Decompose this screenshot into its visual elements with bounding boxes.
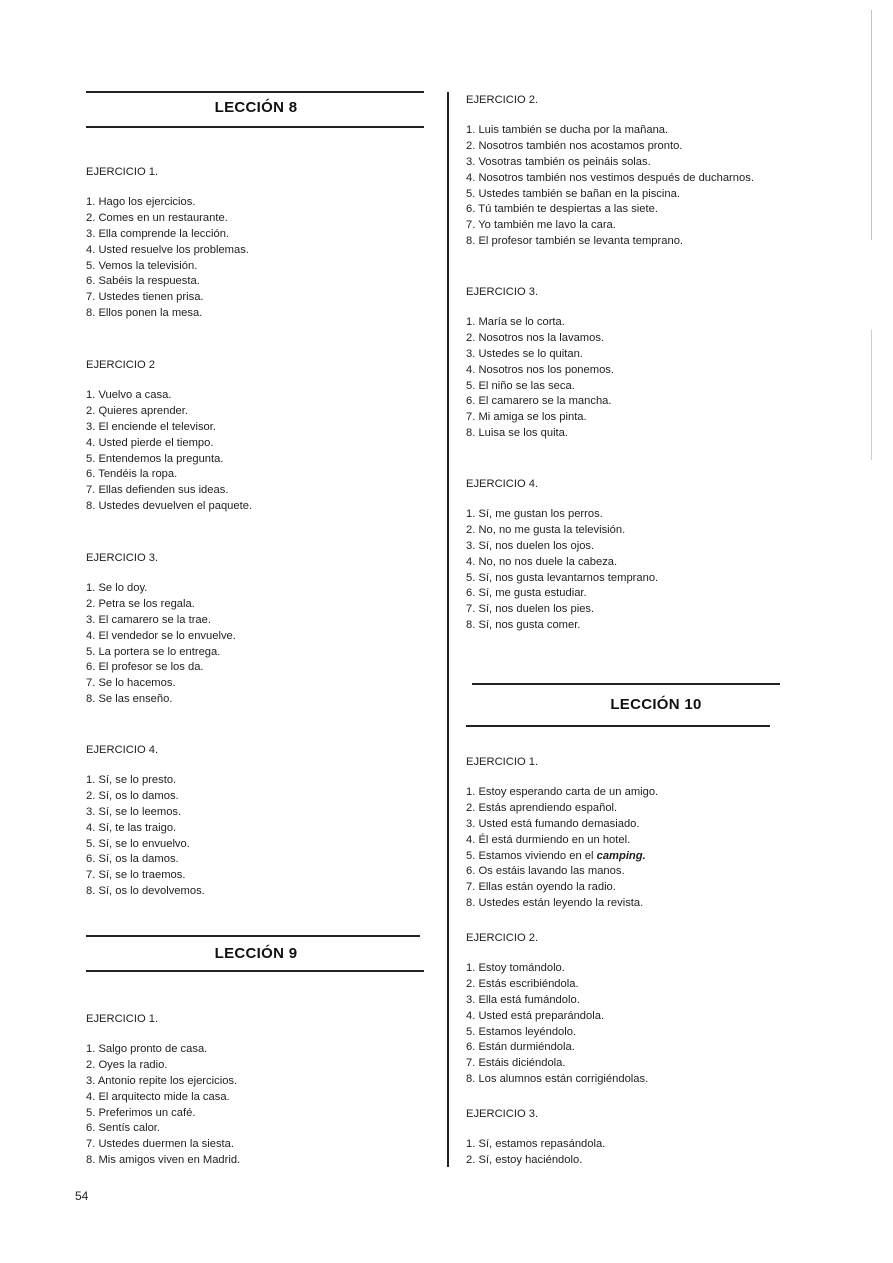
answer-text: 5. Estamos viviendo en el bbox=[466, 849, 597, 862]
answer-item: 1. Luis también se ducha por la mañana. bbox=[466, 123, 669, 136]
exercise-10-2 bbox=[466, 931, 648, 1088]
answer-item: 1. Estoy esperando carta de un amigo. bbox=[466, 785, 659, 798]
answer-item: 3. Antonio repite los ejercicios. bbox=[86, 1074, 238, 1087]
answer-item: 8. Mis amigos viven en Madrid. bbox=[86, 1154, 241, 1167]
answer-item: 8. Ustedes están leyendo la revista. bbox=[466, 897, 644, 910]
answer-item: 7. Sí, se lo traemos. bbox=[86, 869, 186, 882]
answer-item: 5. Sí, nos gusta levantarnos temprano. bbox=[466, 571, 659, 584]
answer-item: 7. Yo también me lavo la cara. bbox=[466, 219, 616, 232]
answer-item: 7. Ustedes tienen prisa. bbox=[86, 291, 204, 304]
exercise-heading: EJERCICIO 1. bbox=[466, 756, 539, 768]
answer-item: 7. Estáis diciéndola. bbox=[466, 1057, 566, 1070]
answer-item: 7. Sí, nos duelen los pies. bbox=[466, 603, 595, 616]
column-divider bbox=[447, 92, 449, 1167]
answer-item: 4. No, no nos duele la cabeza. bbox=[466, 555, 618, 568]
exercise-heading: EJERCICIO 4. bbox=[86, 744, 159, 756]
answer-list bbox=[86, 773, 205, 900]
answer-item: 1. Salgo pronto de casa. bbox=[86, 1042, 208, 1055]
answer-item: 8. Luisa se los quita. bbox=[466, 427, 568, 440]
answer-item: 4. Usted pierde el tiempo. bbox=[86, 436, 214, 449]
answer-list bbox=[86, 1042, 240, 1169]
page-number: 54 bbox=[75, 1189, 89, 1203]
answer-item: 6. Tendéis la ropa. bbox=[86, 468, 178, 481]
answer-item: 1. Estoy tomándolo. bbox=[466, 961, 565, 974]
exercise-8-3 bbox=[86, 551, 236, 708]
answer-item: 2. Petra se los regala. bbox=[86, 597, 195, 610]
exercise-8-2 bbox=[86, 358, 252, 515]
answer-item: 2. Quieres aprender. bbox=[86, 404, 188, 417]
answer-item bbox=[466, 849, 658, 865]
exercise-heading: EJERCICIO 1. bbox=[86, 166, 159, 178]
answer-item: 1. Sí, se lo presto. bbox=[86, 773, 177, 786]
answer-item: 4. El vendedor se lo envuelve. bbox=[86, 629, 236, 642]
answer-item: 7. Ustedes duermen la siesta. bbox=[86, 1138, 234, 1151]
answer-item: 5. Preferimos un café. bbox=[86, 1106, 196, 1119]
answer-item: 6. El camarero se la mancha. bbox=[466, 395, 612, 408]
answer-item: 3. El enciende el televisor. bbox=[86, 420, 216, 433]
answer-item: 4. Nosotros nos los ponemos. bbox=[466, 363, 614, 376]
exercise-9-1 bbox=[86, 1012, 240, 1169]
answer-item: 2. Estás aprendiendo español. bbox=[466, 801, 618, 814]
exercise-8-1 bbox=[86, 165, 249, 322]
answer-item: 1. Sí, estamos repasándola. bbox=[466, 1137, 606, 1150]
exercise-heading: EJERCICIO 2. bbox=[466, 932, 539, 944]
exercise-9-3 bbox=[466, 285, 614, 442]
answer-item: 3. Ustedes se lo quitan. bbox=[466, 347, 583, 360]
answer-list bbox=[466, 961, 648, 1088]
answer-item: 3. Ella comprende la lección. bbox=[86, 227, 230, 240]
answer-item: 2. Estás escribiéndola. bbox=[466, 977, 579, 990]
answer-item: 1. Se lo doy. bbox=[86, 581, 148, 594]
answer-item: 4. Usted resuelve los problemas. bbox=[86, 243, 249, 256]
exercise-9-4 bbox=[466, 477, 658, 634]
rule-bottom bbox=[86, 126, 424, 128]
answer-item: 7. Ellas defienden sus ideas. bbox=[86, 484, 229, 497]
answer-item: 5. Sí, se lo envuelvo. bbox=[86, 837, 190, 850]
answer-item: 8. Ellos ponen la mesa. bbox=[86, 307, 203, 320]
answer-item: 5. El niño se las seca. bbox=[466, 379, 575, 392]
scan-edge-mark bbox=[871, 330, 872, 460]
exercise-9-2 bbox=[466, 93, 754, 250]
answer-item: 1. Hago los ejercicios. bbox=[86, 195, 196, 208]
answer-item: 3. Usted está fumando demasiado. bbox=[466, 817, 640, 830]
answer-item: 2. Sí, os lo damos. bbox=[86, 789, 179, 802]
exercise-heading: EJERCICIO 2 bbox=[86, 359, 156, 371]
exercise-heading: EJERCICIO 2. bbox=[466, 94, 539, 106]
emphasized-word: camping. bbox=[596, 849, 646, 862]
answer-item: 8. El profesor también se levanta temprano. bbox=[466, 235, 684, 248]
exercise-heading: EJERCICIO 3. bbox=[86, 552, 159, 564]
exercise-10-3 bbox=[466, 1107, 605, 1169]
rule-bottom bbox=[86, 970, 424, 972]
exercise-heading: EJERCICIO 3. bbox=[466, 1108, 539, 1120]
answer-item: 7. Ellas están oyendo la radio. bbox=[466, 881, 616, 894]
answer-item: 6. Sí, me gusta estudiar. bbox=[466, 587, 587, 600]
answer-item: 6. El profesor se los da. bbox=[86, 661, 204, 674]
answer-item: 2. No, no me gusta la televisión. bbox=[466, 523, 626, 536]
exercise-10-1 bbox=[466, 755, 658, 912]
answer-item: 4. Él está durmiendo en un hotel. bbox=[466, 833, 631, 846]
answer-item: 6. Tú también te despiertas a las siete. bbox=[466, 203, 658, 216]
answer-item: 4. Nosotros también nos vestimos después de ducharnos. bbox=[466, 171, 754, 184]
answer-item: 5. Entendemos la pregunta. bbox=[86, 452, 224, 465]
exercise-heading: EJERCICIO 1. bbox=[86, 1013, 159, 1025]
answer-item: 4. Usted está preparándola. bbox=[466, 1009, 605, 1022]
answer-item: 5. La portera se lo entrega. bbox=[86, 645, 221, 658]
answer-list bbox=[86, 195, 249, 322]
answer-item: 1. María se lo corta. bbox=[466, 315, 565, 328]
lesson-title: LECCIÓN 8 bbox=[214, 99, 298, 116]
answer-item: 8. Los alumnos están corrigiéndolas. bbox=[466, 1073, 649, 1086]
answer-item: 4. Sí, te las traigo. bbox=[86, 821, 177, 834]
answer-item: 1. Vuelvo a casa. bbox=[86, 388, 172, 401]
answer-item: 2. Comes en un restaurante. bbox=[86, 211, 228, 224]
answer-item: 2. Oyes la radio. bbox=[86, 1058, 168, 1071]
answer-item: 5. Ustedes también se bañan en la piscina. bbox=[466, 187, 680, 200]
rule-top bbox=[86, 91, 424, 93]
answer-item: 6. Están durmiéndola. bbox=[466, 1041, 575, 1054]
answer-list bbox=[466, 785, 658, 912]
answer-item: 7. Mi amiga se los pinta. bbox=[466, 411, 587, 424]
answer-item: 3. Ella está fumándolo. bbox=[466, 993, 580, 1006]
scan-edge-mark bbox=[871, 10, 872, 240]
rule-top bbox=[472, 683, 780, 685]
exercise-8-4 bbox=[86, 743, 205, 900]
answer-list bbox=[466, 123, 754, 250]
lesson-title: LECCIÓN 9 bbox=[214, 945, 298, 962]
answer-list bbox=[466, 507, 658, 634]
answer-item: 2. Nosotros nos la lavamos. bbox=[466, 331, 605, 344]
answer-item: 5. Vemos la televisión. bbox=[86, 259, 198, 272]
rule-top bbox=[86, 935, 420, 937]
answer-item: 3. Vosotras también os peináis solas. bbox=[466, 155, 651, 168]
answer-item: 1. Sí, me gustan los perros. bbox=[466, 507, 603, 520]
rule-bottom bbox=[466, 725, 770, 727]
answer-list bbox=[466, 315, 614, 442]
answer-item: 2. Nosotros también nos acostamos pronto. bbox=[466, 139, 683, 152]
answer-item: 3. El camarero se la trae. bbox=[86, 613, 211, 626]
answer-item: 3. Sí, nos duelen los ojos. bbox=[466, 539, 595, 552]
answer-list bbox=[86, 388, 252, 515]
answer-list bbox=[86, 581, 236, 708]
exercise-heading: EJERCICIO 4. bbox=[466, 478, 539, 490]
answer-list bbox=[466, 1137, 605, 1169]
answer-item: 8. Ustedes devuelven el paquete. bbox=[86, 500, 253, 513]
answer-item: 5. Estamos leyéndolo. bbox=[466, 1025, 577, 1038]
answer-item: 2. Sí, estoy haciéndolo. bbox=[466, 1153, 583, 1166]
exercise-heading: EJERCICIO 3. bbox=[466, 286, 539, 298]
answer-item: 6. Sabéis la respuesta. bbox=[86, 275, 200, 288]
answer-item: 8. Sí, nos gusta comer. bbox=[466, 619, 581, 632]
answer-item: 6. Sentís calor. bbox=[86, 1122, 161, 1135]
answer-item: 8. Sí, os lo devolvemos. bbox=[86, 885, 205, 898]
lesson-title: LECCIÓN 10 bbox=[610, 696, 702, 713]
answer-item: 6. Os estáis lavando las manos. bbox=[466, 865, 625, 878]
answer-item: 7. Se lo hacemos. bbox=[86, 677, 176, 690]
answer-item: 4. El arquitecto mide la casa. bbox=[86, 1090, 230, 1103]
answer-item: 3. Sí, se lo leemos. bbox=[86, 805, 182, 818]
answer-item: 6. Sí, os la damos. bbox=[86, 853, 179, 866]
answer-item: 8. Se las enseño. bbox=[86, 693, 173, 706]
